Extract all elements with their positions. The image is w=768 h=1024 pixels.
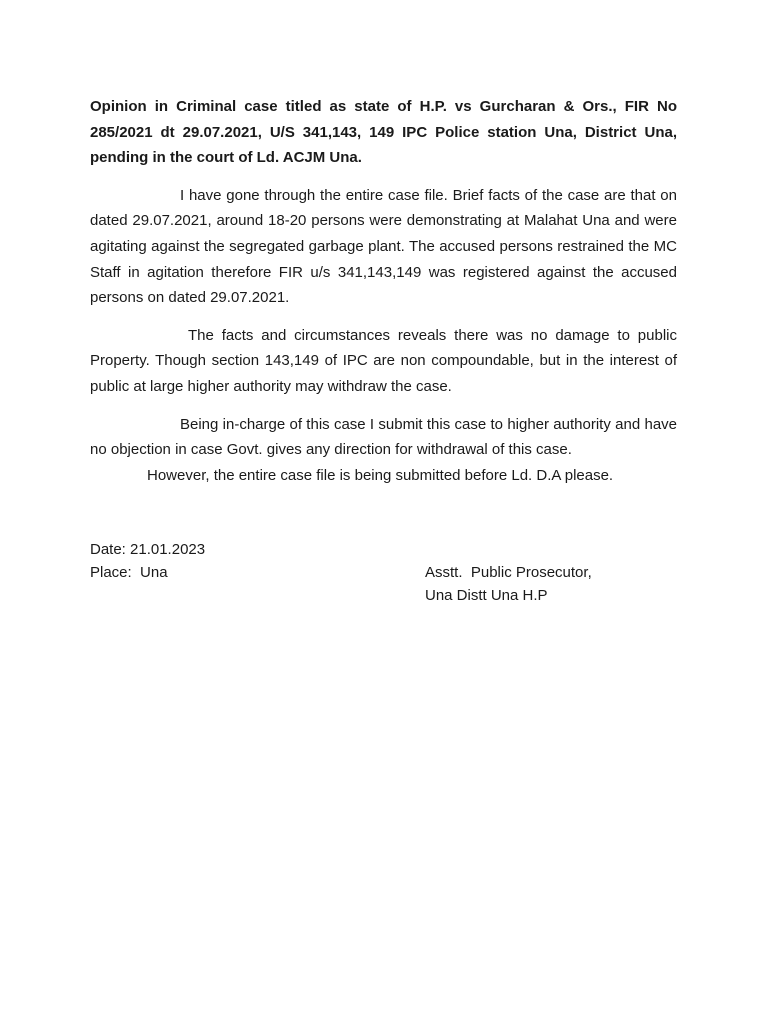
- paragraph-submission: Being in-charge of this case I submit this case to higher authority and have no objection in case Govt. gives any direction for withdrawal of this case.: [90, 415, 677, 459]
- closing-line: However, the entire case file is being submitted before Ld. D.A please.: [147, 466, 614, 484]
- signatory-office: Una Distt Una H.P: [425, 587, 548, 604]
- document-body: [90, 94, 677, 488]
- paragraph-facts: I have gone through the entire case file. Brief facts of the case are that on dated 29.07.2021, around 18-20 persons were demonstrating at Malahat Una and were agitating against the segregated garbage plant. The accused persons restrained the MC Staff in agitation therefore FIR u/s 341,143,149 was registered against the accused persons on dated 29.07.2021.: [90, 186, 677, 307]
- signatory-block: [425, 561, 685, 607]
- document-heading: Opinion in Criminal case titled as state of H.P. vs Gurcharan & Ors., FIR No 285/2021 dt 29.07.2021, U/S 341,143, 149 IPC Police station Una, District Una, pending in the court of Ld. ACJM Una.: [90, 98, 677, 167]
- date-line: Date: 21.01.2023: [90, 541, 206, 558]
- place-line: Place: Una: [90, 564, 168, 581]
- date-place-block: [90, 538, 390, 584]
- paragraph-circumstances: The facts and circumstances reveals there was no damage to public Property. Though section 143,149 of IPC are non compoundable, but in the interest of public at large higher authority may withdraw the case.: [90, 326, 677, 395]
- signatory-designation: Asstt. Public Prosecutor,: [425, 564, 592, 581]
